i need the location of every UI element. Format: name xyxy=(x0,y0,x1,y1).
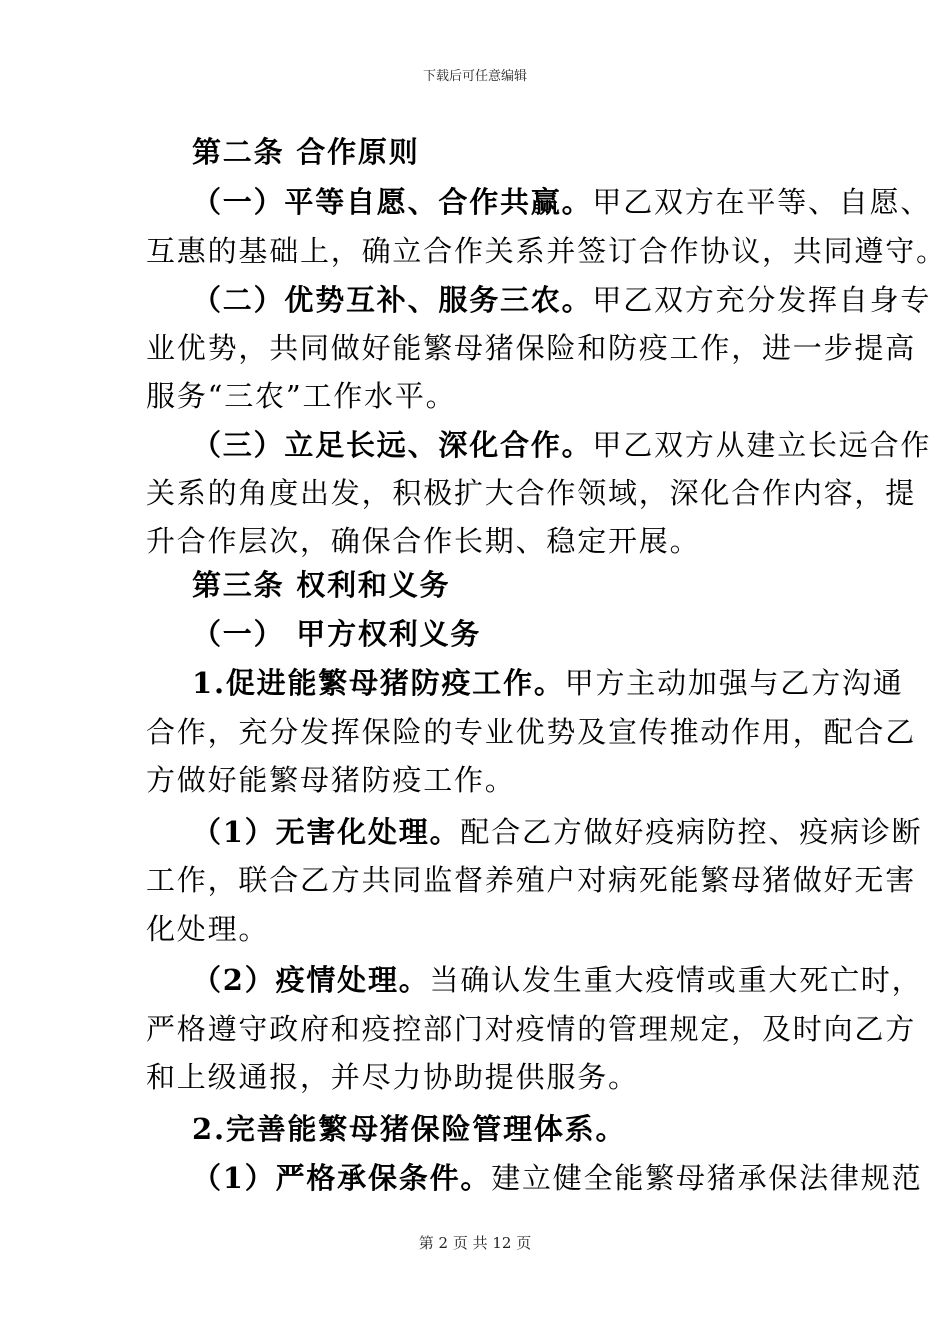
paragraph-line xyxy=(192,427,931,463)
body-text: 关系的角度出发，积极扩大合作领域，深化合作内容，提 xyxy=(146,476,917,510)
paragraph-line xyxy=(192,814,922,850)
body-text: 甲乙双方充分发挥自身专 xyxy=(592,283,932,317)
bold-text: （2）疫情处理。 xyxy=(192,963,430,997)
body-text: 当确认发生重大疫情或重大死亡时， xyxy=(429,963,923,997)
body-text: 工作，联合乙方共同监督养殖户对病死能繁母猪做好无害 xyxy=(146,863,917,897)
body-text: 甲方主动加强与乙方沟通 xyxy=(564,666,904,700)
body-text: 建立健全能繁母猪承保法律规范 xyxy=(491,1161,923,1195)
bold-text: 1.促进能繁母猪防疫工作。 xyxy=(192,666,565,700)
body-text: 业优势，共同做好能繁母猪保险和防疫工作，进一步提高 xyxy=(146,331,917,365)
paragraph-line xyxy=(192,1111,626,1147)
paragraph-line xyxy=(146,233,947,269)
body-text: 合作，充分发挥保险的专业优势及宣传推动作用，配合乙 xyxy=(146,715,917,749)
article-2-heading xyxy=(192,134,420,170)
body-text: 方做好能繁母猪防疫工作。 xyxy=(146,763,516,797)
body-text: 升合作层次，确保合作长期、稳定开展。 xyxy=(146,524,701,558)
bold-text: （1）无害化处理。 xyxy=(192,815,461,849)
bold-text: 第二条 合作原则 xyxy=(192,135,420,169)
paragraph-line xyxy=(192,665,904,701)
article-3-heading xyxy=(192,567,450,603)
bold-text: （1）严格承保条件。 xyxy=(192,1161,492,1195)
body-text: 化处理。 xyxy=(146,912,270,946)
bold-text: 第三条 权利和义务 xyxy=(192,568,451,602)
paragraph-line xyxy=(146,1011,916,1047)
paragraph-line xyxy=(192,184,931,220)
paragraph-line xyxy=(192,1160,922,1196)
body-text: 甲乙双方从建立长远合作 xyxy=(592,428,932,462)
paragraph-line xyxy=(146,1059,639,1095)
paragraph-line xyxy=(146,762,516,798)
body-text: 和上级通报，并尽力协助提供服务。 xyxy=(146,1060,639,1094)
bold-text: 2.完善能繁母猪保险管理体系。 xyxy=(192,1112,627,1146)
paragraph-line xyxy=(146,862,916,898)
section-heading xyxy=(192,616,481,652)
body-text: 甲乙双方在平等、自愿、 xyxy=(592,185,932,219)
page-header: 下载后可任意编辑 xyxy=(422,69,527,84)
bold-text: （三）立足长远、深化合作。 xyxy=(192,428,593,462)
bold-text: （一） 甲方权利义务 xyxy=(192,617,482,651)
paragraph-line xyxy=(146,714,916,750)
body-text: 服务“三农”工作水平。 xyxy=(146,379,457,413)
page-footer: 第 2 页 共 12 页 xyxy=(418,1234,532,1252)
paragraph-line xyxy=(146,475,916,511)
body-text: 严格遵守政府和疫控部门对疫情的管理规定，及时向乙方 xyxy=(146,1012,917,1046)
paragraph-line xyxy=(146,523,700,559)
paragraph-line xyxy=(146,330,916,366)
paragraph-line xyxy=(146,911,269,947)
body-text: 配合乙方做好疫病防控、疫病诊断 xyxy=(460,815,923,849)
bold-text: （一）平等自愿、合作共赢。 xyxy=(192,185,593,219)
paragraph-line xyxy=(192,962,922,998)
bold-text: （二）优势互补、服务三农。 xyxy=(192,283,593,317)
body-text: 互惠的基础上，确立合作关系并签订合作协议，共同遵守。 xyxy=(146,234,947,268)
paragraph-line xyxy=(192,282,931,318)
paragraph-line xyxy=(146,378,456,414)
